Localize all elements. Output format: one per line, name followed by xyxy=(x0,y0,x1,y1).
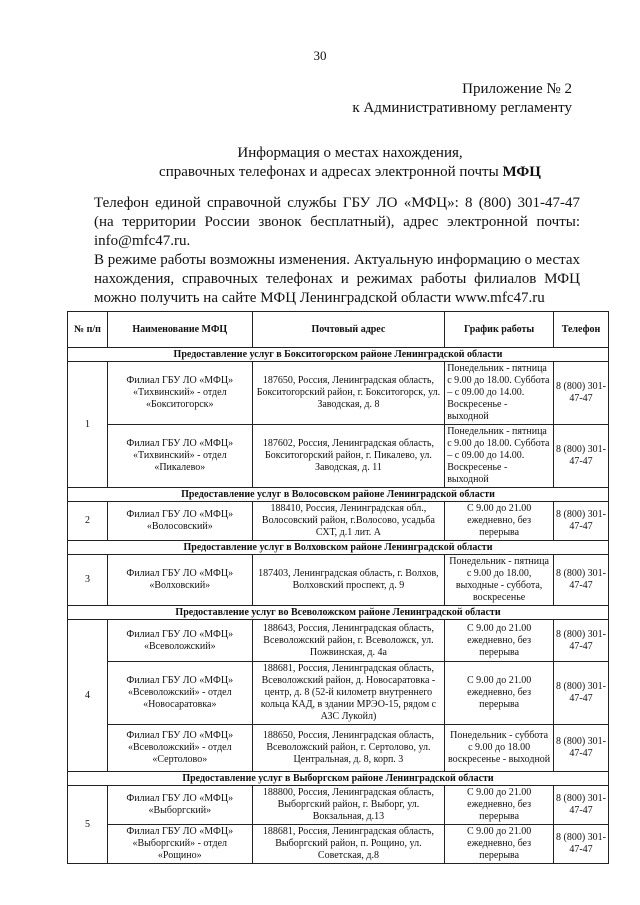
mfc-name: Филиал ГБУ ЛО «МФЦ» «Волховский» xyxy=(107,555,252,606)
table-header-row xyxy=(68,312,609,348)
row-number: 4 xyxy=(68,620,108,772)
row-number: 1 xyxy=(68,362,108,488)
mfc-address: 188643, Россия, Ленинградская область, Всеволожский район, г. Всеволожск, ул. Пожвинская, д. 4а xyxy=(252,620,445,662)
mfc-address: 188681, Россия, Ленинградская область, Всеволожский район, д. Новосаратовка - центр, д. 8 (52-й километр внутреннего кольца КАД, в здании МРЭО-15, рядом с АЗС Лукойл) xyxy=(252,662,445,725)
region-label: Предоставление услуг в Волховском районе Ленинградской области xyxy=(68,541,609,555)
mfc-phone: 8 (800) 301-47-47 xyxy=(554,725,609,772)
mfc-name: Филиал ГБУ ЛО «МФЦ» «Тихвинский» - отдел «Бокситогорск» xyxy=(107,362,252,425)
mfc-phone: 8 (800) 301-47-47 xyxy=(554,502,609,541)
mfc-address: 188681, Россия, Ленинградская область, Выборгский район, п. Рощино, ул. Советская, д.8 xyxy=(252,825,445,864)
row-number: 2 xyxy=(68,502,108,541)
header-name: Наименование МФЦ xyxy=(107,312,252,348)
mfc-phone: 8 (800) 301-47-47 xyxy=(554,425,609,488)
row-number: 3 xyxy=(68,555,108,606)
title-line-1: Информация о местах нахождения, xyxy=(237,145,463,161)
table-row xyxy=(68,362,609,425)
mfc-address: 188410, Россия, Ленинградская обл., Волосовский район, г.Волосово, усадьба СХТ, д.1 лит. А xyxy=(252,502,445,541)
header-schedule: График работы xyxy=(445,312,554,348)
mfc-name: Филиал ГБУ ЛО «МФЦ» «Волосовский» xyxy=(107,502,252,541)
region-row xyxy=(68,606,609,620)
mfc-name: Филиал ГБУ ЛО «МФЦ» «Выборгский» xyxy=(107,786,252,825)
region-label: Предоставление услуг в Бокситогорском районе Ленинградской области xyxy=(68,348,609,362)
mfc-phone: 8 (800) 301-47-47 xyxy=(554,362,609,425)
document-title xyxy=(90,144,610,182)
table-row xyxy=(68,786,609,825)
mfc-address: 187403, Ленинградская область, г. Волхов, Волховский проспект, д. 9 xyxy=(252,555,445,606)
region-row xyxy=(68,348,609,362)
table-row xyxy=(68,620,609,662)
mfc-schedule: Понедельник - пятница с 9.00 до 18.00, выходные - суббота, воскресенье xyxy=(445,555,554,606)
title-line-2-text: справочных телефонах и адресах электронной почты xyxy=(159,164,499,180)
mfc-name: Филиал ГБУ ЛО «МФЦ» «Тихвинский» - отдел «Пикалево» xyxy=(107,425,252,488)
title-line-2 xyxy=(90,163,610,182)
mfc-phone: 8 (800) 301-47-47 xyxy=(554,620,609,662)
mfc-address: 187602, Россия, Ленинградская область, Бокситогорский район, г. Пикалево, ул. Заводская, д. 11 xyxy=(252,425,445,488)
table-row xyxy=(68,725,609,772)
mfc-schedule: С 9.00 до 21.00 ежедневно, без перерыва xyxy=(445,662,554,725)
mfc-address: 187650, Россия, Ленинградская область, Бокситогорский район, г. Бокситогорск, ул. Заводская, д. 8 xyxy=(252,362,445,425)
header-num: № п/п xyxy=(68,312,108,348)
appendix-header xyxy=(352,80,572,118)
mfc-phone: 8 (800) 301-47-47 xyxy=(554,825,609,864)
intro-paragraph-2: В режиме работы возможны изменения. Актуальную информацию о местах нахождения, справочных телефонах и режимах работы филиалов МФЦ можно получить на сайте МФЦ Ленинградской области www.mfc47.ru xyxy=(94,252,580,306)
header-address: Почтовый адрес xyxy=(252,312,445,348)
mfc-phone: 8 (800) 301-47-47 xyxy=(554,662,609,725)
mfc-name: Филиал ГБУ ЛО «МФЦ» «Всеволожский» - отдел «Сертолово» xyxy=(107,725,252,772)
mfc-address: 188650, Россия, Ленинградская область, Всеволожский район, г. Сертолово, ул. Центральная, д. 8, корп. 3 xyxy=(252,725,445,772)
mfc-schedule: Понедельник - суббота с 9.00 до 18.00 воскресенье - выходной xyxy=(445,725,554,772)
table-row xyxy=(68,825,609,864)
mfc-name: Филиал ГБУ ЛО «МФЦ» «Всеволожский» - отдел «Новосаратовка» xyxy=(107,662,252,725)
mfc-schedule: С 9.00 до 21.00 ежедневно, без перерыва xyxy=(445,825,554,864)
mfc-address: 188800, Россия, Ленинградская область, Выборгский район, г. Выборг, ул. Вокзальная, д.13 xyxy=(252,786,445,825)
mfc-name: Филиал ГБУ ЛО «МФЦ» «Всеволожский» xyxy=(107,620,252,662)
appendix-line-1: Приложение № 2 xyxy=(462,81,572,97)
mfc-name: Филиал ГБУ ЛО «МФЦ» «Выборгский» - отдел «Рощино» xyxy=(107,825,252,864)
mfc-schedule: Понедельник - пятница с 9.00 до 18.00. Суббота – с 09.00 до 14.00. Воскресенье - выходной xyxy=(445,362,554,425)
region-label: Предоставление услуг в Выборгском районе Ленинградской области xyxy=(68,772,609,786)
region-row xyxy=(68,488,609,502)
intro-paragraph-1: Телефон единой справочной службы ГБУ ЛО «МФЦ»: 8 (800) 301-47-47 (на территории России звонок бесплатный), адрес электронной почты: info@mfc47.ru. xyxy=(94,195,580,249)
table-row xyxy=(68,555,609,606)
mfc-schedule: С 9.00 до 21.00 ежедневно, без перерыва xyxy=(445,786,554,825)
appendix-line-2: к Административному регламенту xyxy=(352,100,572,116)
mfc-phone: 8 (800) 301-47-47 xyxy=(554,555,609,606)
mfc-table xyxy=(67,311,609,864)
mfc-phone: 8 (800) 301-47-47 xyxy=(554,786,609,825)
page-number: 30 xyxy=(313,48,327,63)
table-row xyxy=(68,502,609,541)
region-row xyxy=(68,541,609,555)
row-number: 5 xyxy=(68,786,108,864)
region-label: Предоставление услуг в Волосовском районе Ленинградской области xyxy=(68,488,609,502)
region-label: Предоставление услуг во Всеволожском районе Ленинградской области xyxy=(68,606,609,620)
mfc-schedule: Понедельник - пятница с 9.00 до 18.00. Суббота – с 09.00 до 14.00. Воскресенье - выходной xyxy=(445,425,554,488)
mfc-schedule: С 9.00 до 21.00 ежедневно, без перерыва xyxy=(445,502,554,541)
table-row xyxy=(68,425,609,488)
table-row xyxy=(68,662,609,725)
region-row xyxy=(68,772,609,786)
header-phone: Телефон xyxy=(554,312,609,348)
mfc-schedule: С 9.00 до 21.00 ежедневно, без перерыва xyxy=(445,620,554,662)
title-line-2-bold: МФЦ xyxy=(502,164,541,180)
intro-text xyxy=(94,194,580,308)
